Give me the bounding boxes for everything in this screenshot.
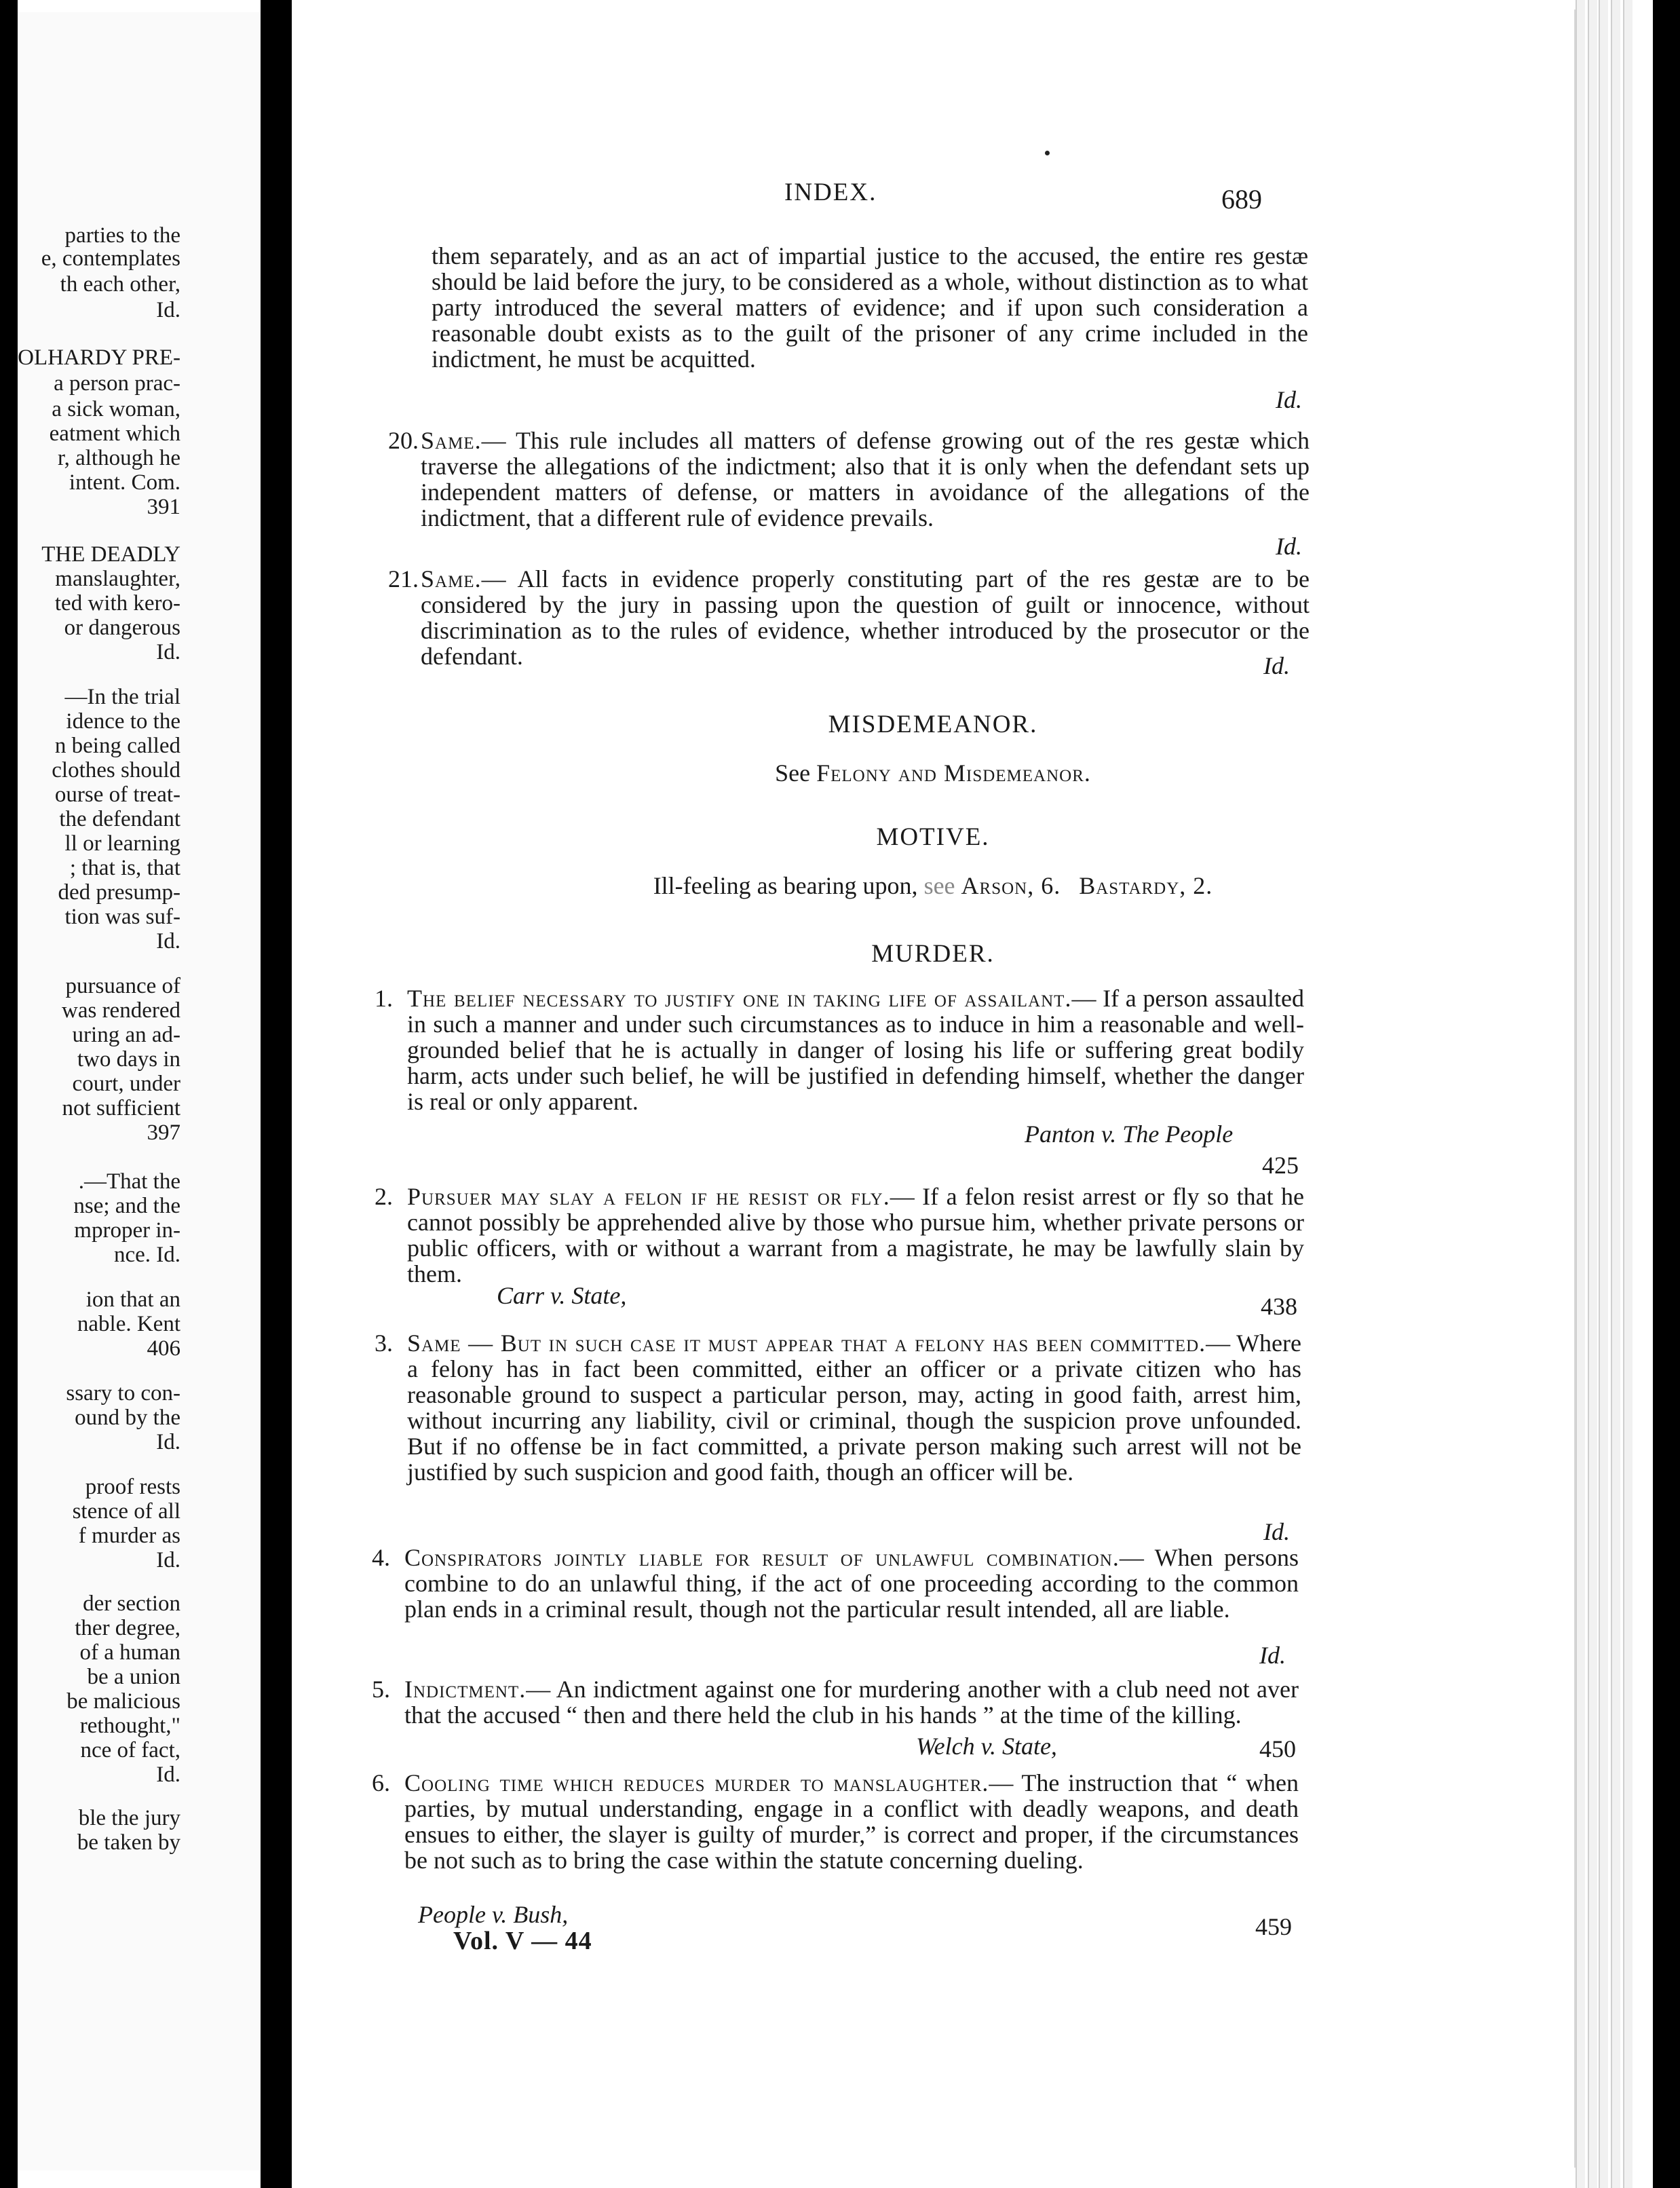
entry-text: — The instruction that “ when parties, by mutual understanding, engage in a conflict with deadly weapons, and death ensues to either, the slayer is guilty of murder,” is correct and proper, if the circumstances be not such as to bring the case within the statute concerning dueling. bbox=[404, 1769, 1299, 1874]
left-page-line: eatment which bbox=[49, 421, 180, 446]
left-page-line: 391 bbox=[147, 495, 180, 519]
entry-text: — If a person assaulted in such a manner and under such circumstances as to induce in him a reasonable and well-grounded belief that he is actually in danger of losing his life or suffering great bodily harm, acts under such belief, he will be justified in defending himself, whether the danger is real or only apparent. bbox=[407, 985, 1304, 1115]
left-page-line: clothes should bbox=[52, 758, 180, 782]
left-page-line: was rendered bbox=[62, 998, 180, 1023]
case-citation: Panton v. The People bbox=[1025, 1120, 1234, 1148]
murder-entry-4 bbox=[372, 1544, 1299, 1623]
entry-head: Cooling time which reduces murder to manslaughter. bbox=[404, 1769, 989, 1796]
left-page-line: be malicious bbox=[66, 1689, 180, 1714]
page-number: 689 bbox=[1221, 184, 1262, 214]
citation-page: 450 bbox=[1259, 1735, 1296, 1762]
continuation-paragraph bbox=[432, 243, 1308, 372]
entry-cite: Id. bbox=[1259, 1642, 1286, 1669]
left-page-line: ound by the bbox=[75, 1406, 180, 1430]
left-page-line: nce. Id. bbox=[113, 1243, 180, 1267]
left-page-line: rethought," bbox=[79, 1714, 180, 1738]
reference-bastardy: Bastardy, 2. bbox=[1079, 872, 1213, 899]
entry-head: Same. bbox=[421, 427, 482, 454]
murder-entry-5 bbox=[372, 1676, 1299, 1729]
index-entry-20 bbox=[388, 427, 1310, 531]
left-page-line: Id. bbox=[156, 1548, 180, 1572]
entry-text: — All facts in evidence properly constituting part of the res gestæ are to be considered by the jury in passing upon the question of guilt or innocence, without discrimination as to the rules of evidence, whether introduced by the prosecutor or the defendant. bbox=[421, 565, 1310, 670]
left-page-line: parties to the bbox=[64, 223, 180, 248]
left-page-line: nable. Kent bbox=[77, 1312, 180, 1336]
left-page-line: Id. bbox=[156, 929, 180, 954]
left-page-line: THE DEADLY bbox=[41, 542, 180, 567]
left-page-line: nse; and the bbox=[73, 1194, 180, 1218]
entry-number: 21. bbox=[388, 565, 419, 592]
left-page-line: Id. bbox=[156, 1762, 180, 1787]
left-page-line: stence of all bbox=[72, 1499, 180, 1524]
left-page-line: 397 bbox=[147, 1120, 180, 1145]
scan-border-right bbox=[1653, 0, 1680, 2188]
section-heading-murder: MURDER. bbox=[871, 940, 995, 968]
cross-reference-line bbox=[292, 759, 1574, 787]
case-citation: Welch v. State, bbox=[916, 1733, 1057, 1760]
left-page-line: two days in bbox=[77, 1047, 180, 1072]
left-page-line: idence to the bbox=[66, 709, 180, 734]
citation-page: 459 bbox=[1255, 1913, 1292, 1940]
left-page-line: OLHARDY PRE- bbox=[18, 345, 180, 370]
left-page-line: manslaughter, bbox=[55, 567, 180, 591]
entry-text: — This rule includes all matters of defense growing out of the res gestæ which traverse the allegations of the indictment; also that it is only when the defendant sets up independent matters of defense, or matters in avoidance of the allegations of the indictment, that a different rule of evidence prevails. bbox=[421, 427, 1310, 531]
motive-reference-line bbox=[292, 871, 1574, 900]
entry-number: 6. bbox=[372, 1769, 390, 1796]
left-page-line: proof rests bbox=[85, 1475, 180, 1499]
page-edge bbox=[1611, 0, 1620, 2188]
entry-number: 2. bbox=[375, 1183, 393, 1210]
left-page-line: of a human bbox=[79, 1640, 180, 1665]
page-edge bbox=[1588, 0, 1597, 2188]
entry-number: 4. bbox=[372, 1544, 390, 1571]
see-reference: Felony and Misdemeanor. bbox=[816, 759, 1091, 787]
left-page-line: uring an ad- bbox=[72, 1023, 180, 1047]
entry-head: Same. bbox=[421, 565, 482, 592]
left-page-line: ourse of treat- bbox=[54, 782, 180, 807]
ink-speck bbox=[1045, 151, 1050, 155]
left-page-line: 406 bbox=[147, 1336, 180, 1361]
entry-text: — An indictment against one for murdering another with a club need not aver that the accused “ then and there held the club in his hands ” at the time of the killing. bbox=[404, 1676, 1299, 1729]
left-page-line: ; that is, that bbox=[69, 856, 180, 880]
left-page-line: a sick woman, bbox=[52, 397, 180, 421]
left-page-line: —In the trial bbox=[64, 685, 180, 709]
entry-head: Pursuer may slay a felon if he resist or fly. bbox=[407, 1183, 890, 1210]
left-page-line: Id. bbox=[156, 1430, 180, 1454]
section-heading-motive: MOTIVE. bbox=[876, 823, 990, 851]
running-head: INDEX. bbox=[784, 178, 877, 206]
left-page-line: ssary to con- bbox=[66, 1381, 180, 1406]
left-page-line: nce of fact, bbox=[80, 1738, 180, 1762]
left-page-line: f murder as bbox=[78, 1524, 180, 1548]
murder-entry-3 bbox=[375, 1329, 1301, 1486]
left-page-line: mproper in- bbox=[74, 1218, 180, 1243]
book-gutter bbox=[261, 0, 292, 2188]
left-page-line: a person prac- bbox=[54, 371, 180, 396]
entry-head: Conspirators jointly liable for result of unlawful combination. bbox=[404, 1544, 1120, 1571]
entry-text: — When persons combine to do an unlawful thing, if the act of one proceeding according to the common plan ends in a criminal result, though not the particular result intended, all are liable. bbox=[404, 1544, 1299, 1623]
left-page-line: n being called bbox=[54, 734, 180, 758]
entry-text: — If a felon resist arrest or fly so that he cannot possibly be apprehended alive by those who pursue him, whether private persons or public officers, with or without a warrant from a magistrate, he may be lawfully slain by them. bbox=[407, 1183, 1305, 1287]
left-page-line: the defendant bbox=[59, 807, 180, 831]
entry-head: Same — But in such case it must appear that a felony has been committed. bbox=[407, 1329, 1206, 1357]
left-page-line: e, contemplates bbox=[41, 246, 180, 271]
left-page-line: not sufficient bbox=[62, 1096, 180, 1120]
entry-cite: Id. bbox=[1263, 652, 1290, 679]
left-page-line: ion that an bbox=[85, 1287, 180, 1312]
left-page-line: tion was suf- bbox=[64, 905, 180, 929]
left-page-line: be a union bbox=[87, 1665, 180, 1689]
left-page-line: be taken by bbox=[77, 1830, 180, 1855]
left-page-line: der section bbox=[83, 1591, 180, 1616]
case-citation: People v. Bush, bbox=[418, 1901, 569, 1928]
left-page-line: Id. bbox=[156, 640, 180, 664]
left-page-line: ble the jury bbox=[78, 1806, 180, 1830]
reference-arson: Arson, 6. bbox=[961, 872, 1061, 899]
left-page-line: r, although he bbox=[57, 446, 180, 470]
left-page-line: or dangerous bbox=[64, 616, 180, 640]
see-prefix: See bbox=[775, 759, 811, 787]
left-page-line: ther degree, bbox=[75, 1616, 180, 1640]
left-page-line: .—That the bbox=[78, 1169, 180, 1194]
motive-prefix: Ill-feeling as bearing upon, bbox=[653, 872, 918, 899]
case-citation: Carr v. State, bbox=[497, 1282, 627, 1309]
entry-head: Indictment. bbox=[404, 1676, 527, 1703]
entry-number: 20. bbox=[388, 427, 419, 454]
left-page-line: ted with kero- bbox=[54, 591, 180, 616]
entry-text: — Where a felony has in fact been committed, either an officer or a private citizen who has reasonable ground to suspect a particular person, may, acting in good faith, arrest him, without incurring any liability, civil or criminal, though the suspicion prove unfounded. But if no offense be in fact committed, a private person making such arrest will not be justified by such suspicion and good faith, though an officer will be. bbox=[407, 1329, 1301, 1486]
page-edge bbox=[1623, 0, 1633, 2188]
left-page-line: pursuance of bbox=[65, 974, 180, 998]
murder-entry-2 bbox=[375, 1183, 1305, 1287]
left-page-line: Id. bbox=[156, 298, 180, 322]
see-word: see bbox=[923, 872, 955, 899]
continuation-text: them separately, and as an act of impartial justice to the accused, the entire res gestæ should be laid before the jury, to be considered as a whole, without distinction as to what party introduced the several matters of evidence; and if upon such consideration a reasonable doubt exists as to the guilt of the prisoner of any crime included in the indictment, he must be acquitted. bbox=[432, 242, 1308, 373]
entry-number: 1. bbox=[375, 985, 393, 1012]
left-page-line: ll or learning bbox=[64, 831, 180, 856]
entry-cite: Id. bbox=[1276, 533, 1302, 560]
entry-number: 3. bbox=[375, 1329, 393, 1357]
page-edge bbox=[1599, 0, 1608, 2188]
murder-entry-6 bbox=[372, 1769, 1299, 1874]
citation-page: 438 bbox=[1261, 1293, 1297, 1320]
left-page-line: intent. Com. bbox=[69, 470, 180, 495]
entry-head: The belief necessary to justify one in taking life of assailant. bbox=[407, 985, 1072, 1012]
continuation-cite: Id. bbox=[1276, 386, 1302, 413]
left-page-fragment bbox=[18, 12, 269, 2170]
entry-cite: Id. bbox=[1263, 1518, 1290, 1545]
murder-entry-1 bbox=[375, 985, 1304, 1115]
left-page-line: court, under bbox=[72, 1072, 180, 1096]
left-page-line: th each other, bbox=[60, 272, 180, 297]
page-edge bbox=[1576, 0, 1585, 2188]
section-heading-misdemeanor: MISDEMEANOR. bbox=[828, 711, 1038, 738]
index-entry-21 bbox=[388, 565, 1310, 670]
left-page-line: ded presump- bbox=[58, 880, 180, 905]
signature-mark: Vol. V — 44 bbox=[453, 1927, 592, 1955]
citation-page: 425 bbox=[1262, 1152, 1299, 1179]
entry-number: 5. bbox=[372, 1676, 390, 1703]
scan-border-left bbox=[0, 0, 18, 2188]
